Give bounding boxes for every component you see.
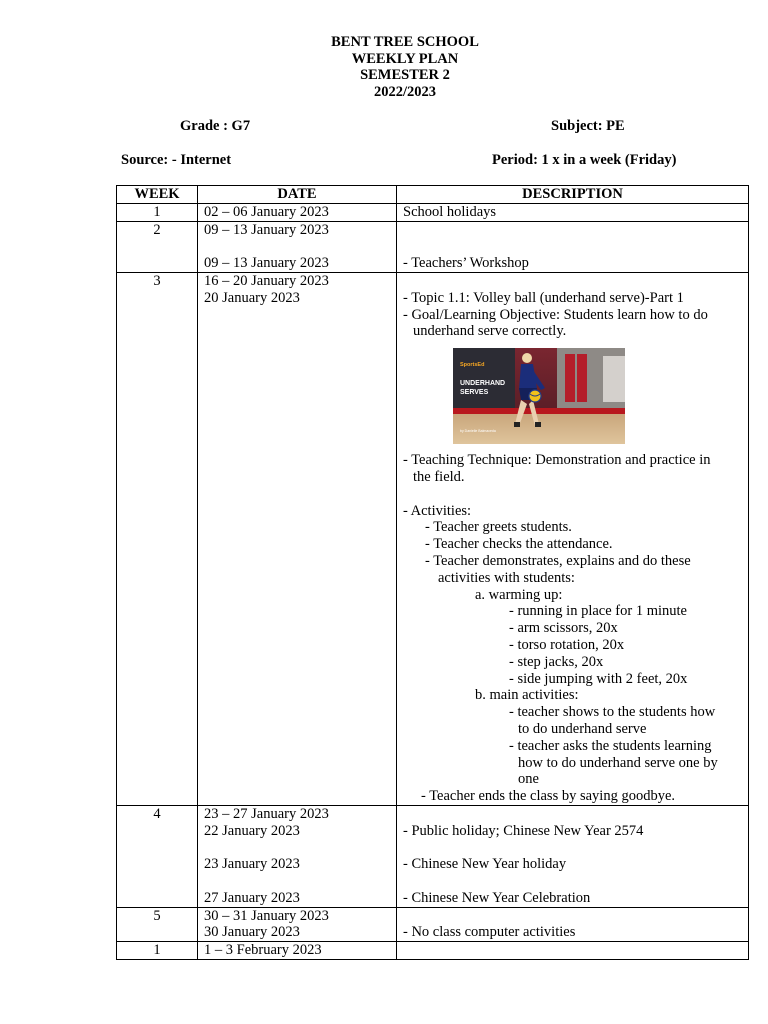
column-header-week: WEEK: [117, 186, 198, 204]
table-row: [117, 221, 749, 272]
date-line: 30 – 31 January 2023: [204, 907, 329, 924]
school-name: BENT TREE SCHOOL: [331, 34, 479, 50]
column-header-description: DESCRIPTION: [397, 186, 749, 204]
weekly-plan-table: [116, 185, 749, 960]
main-activity-item: one: [518, 771, 539, 788]
subject-label: Subject: PE: [551, 118, 625, 134]
description-line: [403, 873, 742, 890]
closing-line: - Teacher ends the class by saying goodbye.: [421, 788, 676, 805]
activities-heading: - Activities:: [403, 502, 472, 519]
warm-up-item: - arm scissors, 20x: [509, 620, 618, 637]
description-cell: [397, 805, 749, 907]
description-line: - Chinese New Year holiday: [403, 856, 567, 873]
activity-line: - Teacher checks the attendance.: [425, 536, 613, 553]
date-line: 23 – 27 January 2023: [204, 805, 329, 822]
plan-title: WEEKLY PLAN: [351, 50, 459, 67]
academic-year: 2022/2023: [373, 83, 437, 100]
date-line: 30 January 2023: [204, 924, 300, 941]
description-line: [403, 238, 742, 255]
main-activities-heading: b. main activities:: [475, 687, 579, 704]
date-line: 1 – 3 February 2023: [204, 942, 322, 959]
table-row: [117, 203, 749, 221]
photo-title-line-2: SERVES: [460, 389, 489, 397]
description-line: [403, 222, 742, 239]
date-line: 27 January 2023: [204, 889, 300, 906]
date-line: 23 January 2023: [204, 856, 300, 873]
week-cell: 1: [117, 942, 198, 960]
table-row: [117, 942, 749, 960]
technique-line: - Teaching Technique: Demonstration and practice in: [403, 452, 711, 469]
table-row: [117, 805, 749, 907]
grade-label: Grade : G7: [180, 118, 251, 134]
description-line: School holidays: [403, 203, 497, 220]
main-activity-item: to do underhand serve: [518, 720, 647, 737]
warming-up-heading: a. warming up:: [475, 586, 563, 603]
date-line: 09 – 13 January 2023: [204, 221, 329, 238]
description-cell: [397, 203, 749, 221]
underhand-serve-photo: [453, 348, 625, 444]
date-line: 22 January 2023: [204, 822, 300, 839]
week-cell: 4: [117, 805, 198, 907]
description-line: - Chinese New Year Celebration: [403, 889, 591, 906]
date-cell: [198, 805, 397, 907]
description-line: - Teachers’ Workshop: [403, 255, 529, 272]
date-cell: [198, 272, 397, 805]
week-cell: 5: [117, 907, 198, 942]
description-cell: [397, 272, 749, 805]
warm-up-item: - side jumping with 2 feet, 20x: [509, 670, 688, 687]
description-line: [403, 942, 742, 959]
description-cell: [397, 942, 749, 960]
topic-line: - Topic 1.1: Volley ball (underhand serve)-Part 1: [403, 289, 684, 306]
photo-title-line-1: UNDERHAND: [460, 380, 506, 388]
description-line: [403, 908, 742, 925]
date-cell: [198, 942, 397, 960]
description-line: - Public holiday; Chinese New Year 2574: [403, 822, 644, 839]
photo-author: by Danielle Balmaceda: [460, 429, 496, 434]
document-header: [0, 34, 768, 100]
column-header-date: DATE: [198, 186, 397, 204]
date-cell: [198, 203, 397, 221]
period-label: Period: 1 x in a week (Friday): [492, 152, 677, 168]
date-line: [204, 238, 390, 255]
table-row: [117, 907, 749, 942]
description-line: - No class computer activities: [403, 924, 576, 941]
warm-up-item: - running in place for 1 minute: [509, 603, 687, 620]
description-line: [403, 806, 742, 823]
description-line: [403, 840, 742, 857]
week-cell: 2: [117, 221, 198, 272]
date-cell: [198, 221, 397, 272]
activity-line: activities with students:: [438, 569, 575, 586]
table-row: [117, 272, 749, 805]
goal-line: - Goal/Learning Objective: Students learn how to do: [403, 306, 708, 323]
semester-label: SEMESTER 2: [360, 67, 450, 83]
date-line: 02 – 06 January 2023: [204, 203, 329, 220]
description-cell: [397, 907, 749, 942]
photo-brand: SportsEd: [460, 362, 485, 369]
table-header-row: [117, 186, 749, 204]
date-line: 20 January 2023: [204, 289, 300, 306]
source-label: Source: - Internet: [121, 152, 232, 168]
warm-up-item: - torso rotation, 20x: [509, 636, 625, 653]
date-line: [204, 840, 390, 857]
description-cell: [397, 221, 749, 272]
warm-up-item: - step jacks, 20x: [509, 653, 604, 670]
date-cell: [198, 907, 397, 942]
main-activity-item: - teacher shows to the students how: [509, 704, 716, 721]
activity-line: - Teacher greets students.: [425, 519, 572, 536]
date-line: [204, 873, 390, 890]
goal-line: underhand serve correctly.: [413, 323, 567, 340]
activity-line: - Teacher demonstrates, explains and do these: [425, 552, 691, 569]
week-cell: 3: [117, 272, 198, 805]
technique-line: the field.: [413, 468, 465, 485]
main-activity-item: - teacher asks the students learning: [509, 737, 712, 754]
main-activity-item: how to do underhand serve one by: [518, 754, 718, 771]
date-line: 16 – 20 January 2023: [204, 272, 329, 289]
date-line: 09 – 13 January 2023: [204, 255, 329, 272]
week-cell: 1: [117, 203, 198, 221]
